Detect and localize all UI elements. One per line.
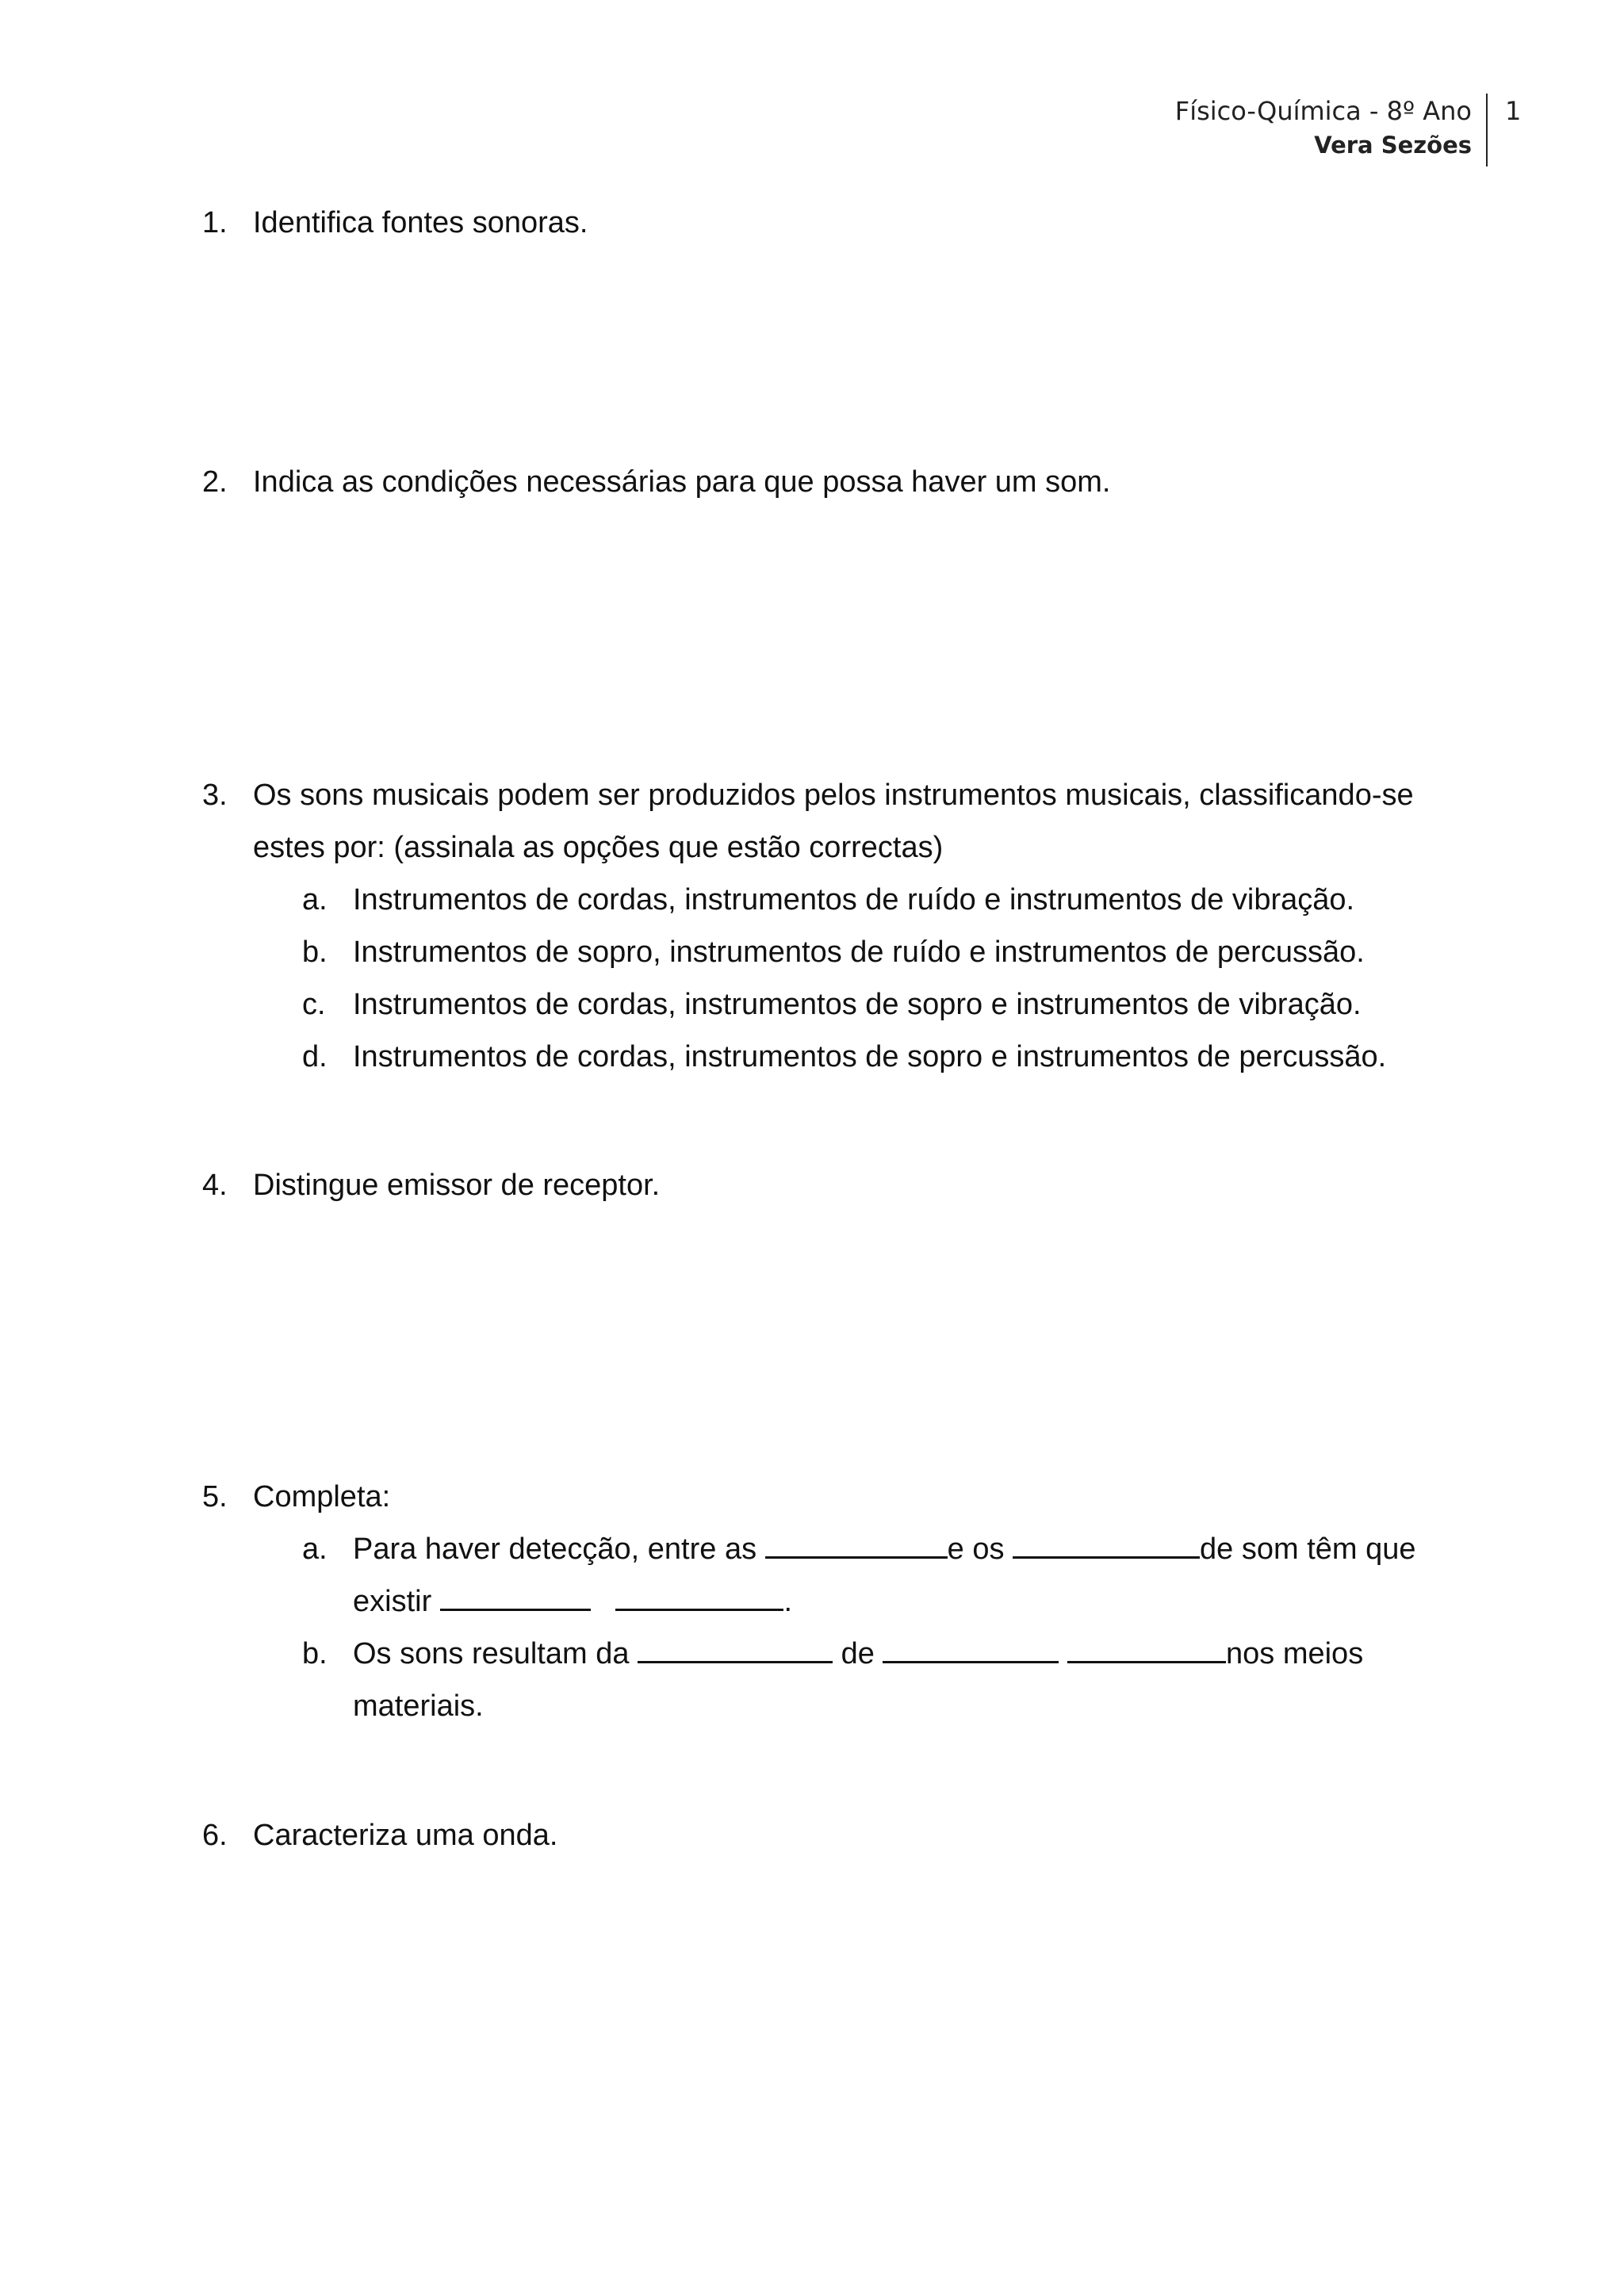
answer-blank[interactable]: [883, 1632, 1059, 1663]
answer-blank[interactable]: [1067, 1632, 1226, 1663]
text-fragment: de: [833, 1637, 883, 1670]
answer-blank[interactable]: [615, 1580, 783, 1611]
text-fragment: Para haver detecção, entre as: [353, 1533, 765, 1566]
text-fragment: .: [783, 1585, 793, 1618]
options-list: [302, 874, 1439, 1083]
question-text: Distingue emissor de receptor.: [253, 1169, 661, 1202]
text-fragment: nos meios materiais.: [353, 1637, 1364, 1723]
question-number: 4.: [202, 1169, 228, 1202]
option-letter: d.: [302, 1040, 327, 1073]
option-c[interactable]: [302, 978, 1439, 1031]
answer-blank[interactable]: [440, 1580, 591, 1611]
option-text: Instrumentos de cordas, instrumentos de sopro e instrumentos de percussão.: [353, 1040, 1387, 1073]
page-header: [1175, 94, 1488, 166]
question-text: Indica as condições necessárias para que possa haver um som.: [253, 465, 1111, 499]
answer-blank[interactable]: [638, 1632, 833, 1663]
option-text: Instrumentos de cordas, instrumentos de ruído e instrumentos de vibração.: [353, 883, 1355, 916]
question-3: [202, 769, 1439, 1083]
question-number: 2.: [202, 465, 228, 499]
item-text: [353, 1523, 1439, 1628]
answer-blank[interactable]: [1013, 1528, 1200, 1559]
question-number: 3.: [202, 779, 228, 812]
question-1: [202, 197, 1439, 249]
header-author: Vera Sezões: [1314, 132, 1472, 159]
completion-item-a: [302, 1523, 1439, 1628]
question-text: Identifica fontes sonoras.: [253, 206, 588, 239]
completion-item-b: [302, 1628, 1439, 1732]
header-subject: Físico-Química - 8º Ano: [1174, 96, 1472, 126]
question-6: [202, 1809, 1439, 1862]
item-letter: a.: [302, 1533, 327, 1566]
text-fragment: Os sons resultam da: [353, 1637, 638, 1670]
option-d[interactable]: [302, 1031, 1439, 1083]
text-fragment: e os: [947, 1533, 1013, 1566]
question-2: [202, 456, 1439, 508]
question-4: [202, 1159, 1439, 1211]
text-fragment: de som têm que existir: [353, 1533, 1416, 1618]
page-number: 1: [1505, 96, 1522, 126]
option-letter: a.: [302, 883, 327, 916]
answer-blank[interactable]: [765, 1528, 948, 1559]
question-number: 5.: [202, 1480, 228, 1513]
question-number: 1.: [202, 206, 228, 239]
question-text: Caracteriza uma onda.: [253, 1819, 558, 1852]
option-text: Instrumentos de sopro, instrumentos de ruído e instrumentos de percussão.: [353, 936, 1365, 969]
option-text: Instrumentos de cordas, instrumentos de sopro e instrumentos de vibração.: [353, 988, 1362, 1021]
item-text: [353, 1628, 1439, 1732]
question-5: [202, 1471, 1439, 1732]
option-a[interactable]: [302, 874, 1439, 926]
option-letter: c.: [302, 988, 326, 1021]
question-text: Os sons musicais podem ser produzidos pelos instrumentos musicais, classificando-se estes por: (assinala as opções que estão correctas): [253, 779, 1414, 864]
completion-list: [302, 1523, 1439, 1732]
question-text: Completa:: [253, 1480, 391, 1513]
option-letter: b.: [302, 936, 327, 969]
question-number: 6.: [202, 1819, 228, 1852]
option-b[interactable]: [302, 926, 1439, 978]
item-letter: b.: [302, 1637, 327, 1670]
